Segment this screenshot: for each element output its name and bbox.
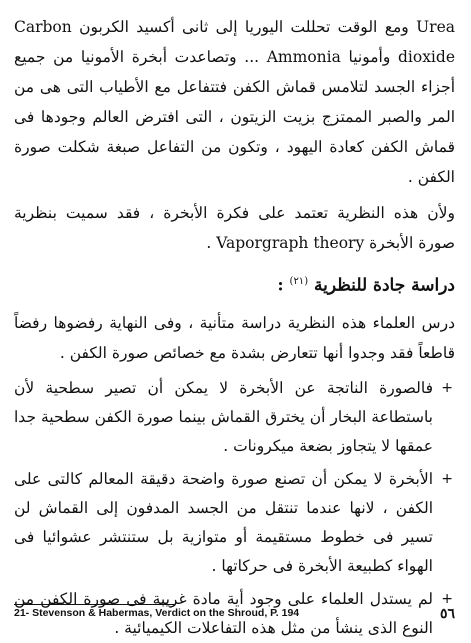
bullet-item bbox=[14, 374, 455, 461]
page-number: ٥٦ bbox=[439, 606, 455, 622]
bullet-text: لم يستدل العلماء على وجود أية مادة غريبة فى صورة الكفن من النوع الذى ينشأ من مثل هذه التفاعلات الكيميائية . bbox=[14, 589, 433, 637]
heading-colon: : bbox=[277, 275, 284, 296]
body-paragraph-1: Urea ومع الوقت تحللت اليوريا إلى ثانى أكسيد الكربون Carbon dioxide وأمونيا Ammonia ... وتصاعدت أبخرة الأمونيا من جميع أجزاء الجسد لتلامس قماش الكفن فتتفاعل مع الأطياب التى هى من المر والصبر الممتزج بزيت الزيتون ، التى افترض العالم وجودها فى قماش الكفن كعادة اليهود ، وتكون من التفاعل صبغة شكلت صورة الكفن . bbox=[14, 18, 455, 186]
body-paragraph-2: ولأن هذه النظرية تعتمد على فكرة الأبخرة ، فقد سميت بنظرية صورة الأبخرة Vaporgraph theory . bbox=[14, 204, 455, 252]
bullet-item bbox=[14, 465, 455, 581]
body-paragraph-3: درس العلماء هذه النظرية دراسة متأنية ، وفى النهاية رفضوها رفضاً قاطعاً فقد وجدوا أنها تتعارض بشدة مع خصائص صورة الكفن . bbox=[14, 313, 455, 362]
plus-bullet-icon: + bbox=[441, 590, 453, 607]
footnote-reference: (٢١) bbox=[289, 276, 309, 287]
plus-bullet-icon: + bbox=[441, 379, 453, 396]
bullet-list bbox=[14, 374, 455, 643]
plus-bullet-icon: + bbox=[441, 470, 453, 487]
section-heading bbox=[14, 266, 455, 302]
footnote: 21- Stevenson & Habermas, Verdict on the Shroud, P. 194 bbox=[14, 607, 300, 619]
footnote-divider bbox=[14, 604, 174, 605]
bullet-text: فالصورة الناتجة عن الأبخرة لا يمكن أن تصير سطحية لأن باستطاعة البخار أن يخترق القماش بينما صورة الكفن سطحية جدا عمقها لا يتجاوز بضعة ميكرونات . bbox=[14, 378, 433, 455]
section-heading-text: دراسة جادة للنظرية bbox=[314, 275, 455, 296]
bullet-text: الأبخرة لا يمكن أن تصنع صورة واضحة دقيقة المعالم كالتى على الكفن ، لانها عندما تنتقل من الجسد المدفون إلى القماش لن تسير فى خطوط مستقيمة أو متوازية بل ستنتشر عشوائيا فى الهواء كطبيعة الأبخرة فى حركاتها . bbox=[14, 469, 433, 575]
